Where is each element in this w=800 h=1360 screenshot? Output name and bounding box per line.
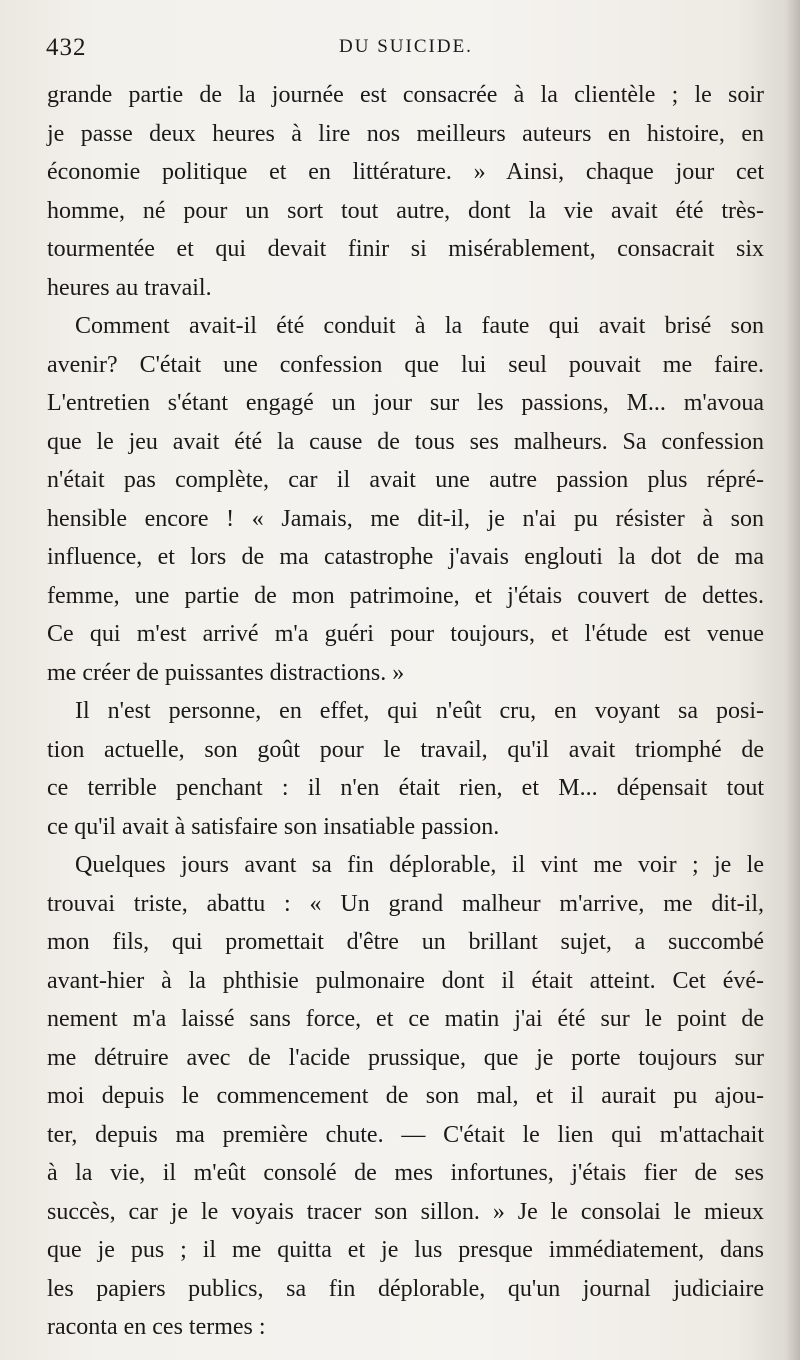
text-line: avenir? C'était une confession que lui seul pouvait me faire. bbox=[47, 351, 764, 378]
text-line: les papiers publics, sa fin déplorable, qu'un journal judiciaire bbox=[47, 1275, 764, 1302]
body-text bbox=[47, 76, 764, 1347]
text-line: Quelques jours avant sa fin déplorable, il vint me voir ; je le bbox=[75, 852, 764, 878]
text-line: influence, et lors de ma catastrophe j'avais englouti la dot de ma bbox=[47, 544, 764, 570]
text-line: économie politique et en littérature. » Ainsi, chaque jour cet bbox=[47, 159, 764, 185]
text-line: L'entretien s'étant engagé un jour sur les passions, M... m'avoua bbox=[47, 390, 764, 416]
text-line: me détruire avec de l'acide prussique, que je porte toujours sur bbox=[47, 1044, 764, 1071]
page-edge-shadow bbox=[786, 0, 800, 1360]
text-line: femme, une partie de mon patrimoine, et j'étais couvert de dettes. bbox=[47, 582, 764, 609]
text-line: Comment avait-il été conduit à la faute qui avait brisé son bbox=[75, 313, 764, 339]
text-line: raconta en ces termes : bbox=[47, 1314, 266, 1340]
text-line: mon fils, qui promettait d'être un brillant sujet, a succombé bbox=[47, 929, 764, 955]
text-line: heures au travail. bbox=[47, 274, 212, 301]
text-line: que le jeu avait été la cause de tous ses malheurs. Sa confession bbox=[47, 428, 764, 455]
text-line: me créer de puissantes distractions. » bbox=[47, 659, 405, 686]
text-line: nement m'a laissé sans force, et ce matin j'ai été sur le point de bbox=[47, 1006, 764, 1032]
text-line: ce qu'il avait à satisfaire son insatiable passion. bbox=[47, 813, 500, 840]
text-line: que je pus ; il me quitta et je lus presque immédiatement, dans bbox=[47, 1237, 764, 1263]
text-line: succès, car je le voyais tracer son sillon. » Je le consolai le mieux bbox=[47, 1198, 764, 1225]
text-line: Il n'est personne, en effet, qui n'eût cru, en voyant sa posi- bbox=[75, 698, 764, 724]
text-line: ter, depuis ma première chute. — C'était le lien qui m'attachait bbox=[47, 1121, 764, 1148]
running-title: DU SUICIDE. bbox=[339, 36, 473, 57]
text-line: tion actuelle, son goût pour le travail, qu'il avait triomphé de bbox=[47, 736, 764, 763]
text-line: je passe deux heures à lire nos meilleurs auteurs en histoire, en bbox=[47, 120, 764, 147]
text-line: grande partie de la journée est consacrée à la clientèle ; le soir bbox=[47, 82, 764, 108]
text-line: tourmentée et qui devait finir si misérablement, consacrait six bbox=[47, 236, 764, 262]
text-line: Ce qui m'est arrivé m'a guéri pour toujours, et l'étude est venue bbox=[47, 621, 764, 647]
text-line: trouvai triste, abattu : « Un grand malheur m'arrive, me dit-il, bbox=[47, 890, 764, 917]
text-line: n'était pas complète, car il avait une autre passion plus répré- bbox=[47, 467, 764, 493]
text-line: moi depuis le commencement de son mal, et il aurait pu ajou- bbox=[47, 1083, 764, 1109]
text-line: à la vie, il m'eût consolé de mes infortunes, j'étais fier de ses bbox=[47, 1160, 764, 1186]
text-line: hensible encore ! « Jamais, me dit-il, je n'ai pu résister à son bbox=[47, 505, 764, 532]
page-number: 432 bbox=[46, 34, 87, 61]
text-line: ce terrible penchant : il n'en était rien, et M... dépensait tout bbox=[47, 775, 764, 801]
text-line: homme, né pour un sort tout autre, dont la vie avait été très- bbox=[47, 197, 764, 224]
text-line: avant-hier à la phthisie pulmonaire dont il était atteint. Cet évé- bbox=[47, 967, 764, 994]
running-head bbox=[46, 34, 766, 68]
